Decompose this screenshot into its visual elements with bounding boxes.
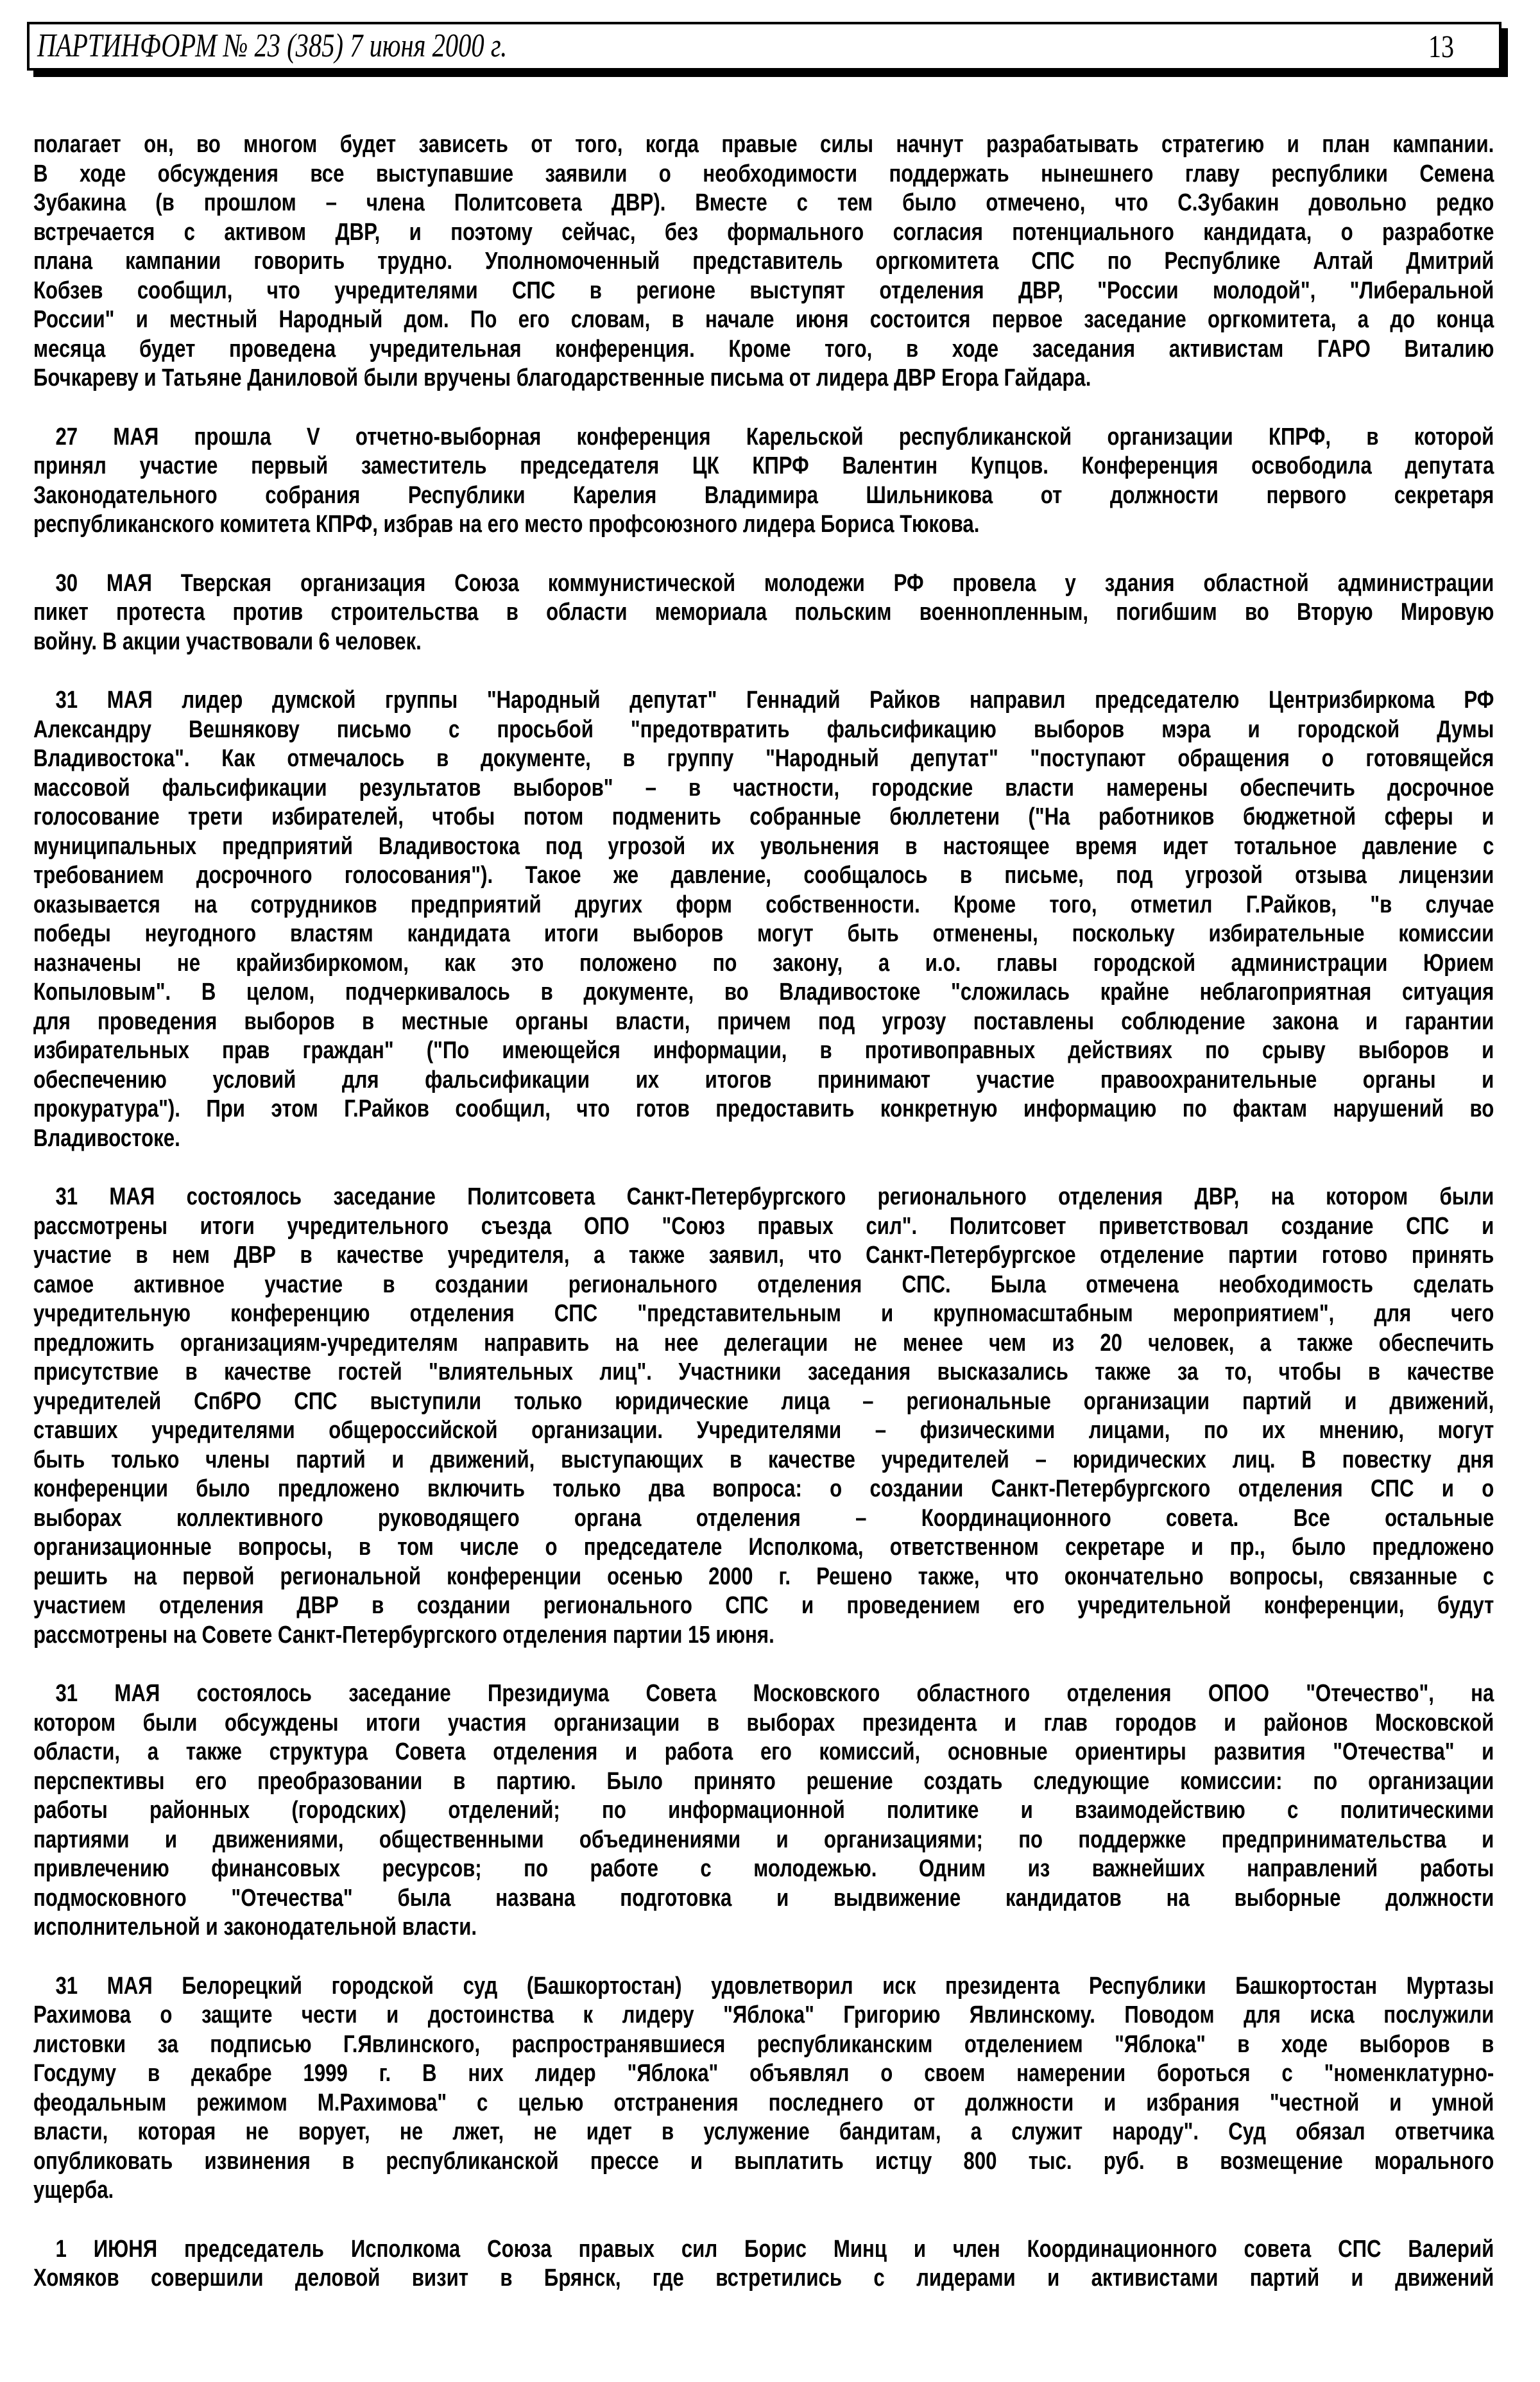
text-line: оказывается на сотрудников предприятий других форм собственности. Кроме того, отметил Г.Райков, "в случае — [33, 891, 1494, 918]
text-line-row — [33, 1826, 1494, 1855]
text-line-row — [33, 2235, 1494, 2265]
text-line-row — [33, 1621, 1494, 1650]
text-line: власти, которая не ворует, не лжет, не идет в услужение бандитам, а служит народу". Суд обязал ответчика — [33, 2118, 1494, 2145]
text-line: привлечению финансовых ресурсов; по работе с молодежью. Одним из важнейших направлений работы — [33, 1855, 1494, 1882]
text-line: Госдуму в декабре 1999 г. В них лидер "Яблока" объявлял о своем намерении бороться с "номенклатурно- — [33, 2060, 1494, 2087]
text-line: обеспечению условий для фальсификации их итогов принимают участие правоохранительные органы и — [33, 1066, 1494, 1093]
text-line-row — [33, 2118, 1494, 2147]
text-line: Бочкареву и Татьяне Даниловой были вручены благодарственные письма от лидера ДВР Егора Гайдара. — [33, 364, 1091, 391]
news-paragraph — [33, 130, 1494, 393]
text-line: 27 МАЯ прошла V отчетно-выборная конференция Карельской республиканской организации КПРФ, в которой — [55, 423, 1494, 450]
text-line-row — [33, 1329, 1494, 1358]
text-line-row — [33, 1738, 1494, 1767]
text-line: быть только члены партий и движений, выступающих в качестве учредителей – юридических лиц. В повестку дня — [33, 1446, 1494, 1473]
text-line: Александру Вешнякову письмо с просьбой "предотвратить фальсификацию выборов мэра и городской Думы — [33, 715, 1494, 743]
text-line: Зубакина (в прошлом – члена Политсовета ДВР). Вместе с тем было отмечено, что С.Зубакин довольно редко — [33, 189, 1494, 216]
text-line-row — [33, 2030, 1494, 2060]
text-line-row — [33, 1007, 1494, 1037]
text-line-row — [33, 1066, 1494, 1095]
text-line: партиями и движениями, общественными объединениями и организациями; по поддержке предпринимательства и — [33, 1826, 1494, 1853]
text-line: подмосковного "Отечества" была названа подготовка и выдвижение кандидатов на выборные должности — [33, 1884, 1494, 1912]
text-line: назначены не крайизбиркомом, как это положено по закону, а и.о. главы городской администрации Юрием — [33, 949, 1494, 977]
text-line-row — [33, 1124, 1494, 1154]
text-line-row — [33, 2176, 1494, 2206]
text-line: 31 МАЯ лидер думской группы "Народный депутат" Геннадий Райков направил председателю Центризбиркома РФ — [55, 687, 1494, 714]
text-line: конференции было предложено включить только два вопроса: о создании Санкт-Петербургского отделения СПС и о — [33, 1475, 1494, 1502]
text-line-row — [33, 218, 1494, 248]
text-line-row — [33, 481, 1494, 511]
text-line: плана кампании говорить трудно. Уполномоченный представитель оргкомитета СПС по Республике Алтай Дмитрий — [33, 248, 1494, 275]
news-paragraph — [33, 1679, 1494, 1942]
text-line: 31 МАЯ состоялось заседание Политсовета Санкт-Петербургского регионального отделения ДВР, на котором были — [55, 1183, 1494, 1210]
text-line-row — [33, 978, 1494, 1007]
text-line-row — [33, 247, 1494, 277]
text-line-row — [33, 686, 1494, 715]
text-line: Рахимова о защите чести и достоинства к лидеру "Яблока" Григорию Явлинскому. Поводом для иска послужили — [33, 2001, 1494, 2028]
text-line: выборах коллективного руководящего органа отделения – Координационного совета. Все остальные — [33, 1504, 1494, 1532]
text-line: участием отделения ДВР в создании регионального СПС и проведением его учредительной конференции, будут — [33, 1592, 1494, 1619]
text-line: котором были обсуждены итоги участия организации в выборах президента и глав городов и районов Московской — [33, 1709, 1494, 1736]
text-line: Владивостока". Как отмечалось в документе, в группу "Народный депутат" "поступают обращения о готовящейся — [33, 745, 1494, 772]
text-line-row — [33, 1855, 1494, 1884]
text-line: 1 ИЮНЯ председатель Исполкома Союза правых сил Борис Минц и член Координационного совета СПС Валерий — [55, 2235, 1494, 2263]
text-line: массовой фальсификации результатов выборов" – в частности, городские власти намерены обеспечить досрочное — [33, 774, 1494, 801]
text-line: В ходе обсуждения все выступавшие заявили о необходимости поддержать нынешнего главу республики Семена — [33, 160, 1494, 187]
text-line: республиканского комитета КПРФ, избрав на его место профсоюзного лидера Бориса Тюкова. — [33, 511, 980, 538]
text-line: муниципальных предприятий Владивостока под угрозой их увольнения в настоящее время идет тотальное давление с — [33, 832, 1494, 860]
text-line: избирательных прав граждан" ("По имеющейся информации, в противоправных действиях по срыву выборов и — [33, 1037, 1494, 1064]
text-line: принял участие первый заместитель председателя ЦК КПРФ Валентин Купцов. Конференция освободила депутата — [33, 452, 1494, 479]
text-line-row — [33, 832, 1494, 862]
text-line-row — [33, 569, 1494, 599]
text-line: рассмотрены на Совете Санкт-Петербургского отделения партии 15 июня. — [33, 1621, 774, 1649]
text-line: листовки за подписью Г.Явлинского, распространявшиеся республиканским отделением "Яблока" в ходе выборов в — [33, 2030, 1494, 2058]
text-line-row — [33, 1036, 1494, 1066]
text-line-row — [33, 1796, 1494, 1826]
text-line: самое активное участие в создании регионального отделения СПС. Была отмечена необходимость сделать — [33, 1271, 1494, 1298]
text-line-row — [33, 861, 1494, 891]
text-line-row — [33, 1475, 1494, 1504]
text-line-row — [33, 2147, 1494, 2177]
text-line-row — [33, 803, 1494, 832]
text-line: 31 МАЯ состоялось заседание Президиума Совета Московского областного отделения ОПОО "Отечество", на — [55, 1680, 1494, 1707]
text-line: учредительную конференцию отделения СПС "представительным и крупномасштабным мероприятием", для чего — [33, 1300, 1494, 1327]
text-line: пикет протеста против строительства в области мемориала польским военнопленным, погибшим во Вторую Мировую — [33, 599, 1494, 626]
text-line-row — [33, 1972, 1494, 2001]
text-line: победы неугодного властям кандидата итоги выборов могут быть отменены, поскольку избирательные комиссии — [33, 920, 1494, 947]
text-line-row — [33, 2059, 1494, 2089]
text-line-row — [33, 2264, 1494, 2293]
news-paragraph — [33, 1183, 1494, 1650]
text-line-row — [33, 1913, 1494, 1942]
text-line-row — [33, 920, 1494, 949]
text-line: решить на первой региональной конференции осенью 2000 г. Решено также, что окончательно вопросы, связанные с — [33, 1563, 1494, 1590]
news-paragraph — [33, 423, 1494, 540]
text-line-row — [33, 510, 1494, 540]
news-paragraph — [33, 686, 1494, 1153]
text-line-row — [33, 2089, 1494, 2118]
text-line: рассмотрены итоги учредительного съезда ОПО "Союз правых сил". Политсовет приветствовал создание СПС и — [33, 1212, 1494, 1240]
text-line: участие в нем ДВР в качестве учредителя, а также заявил, что Санкт-Петербургское отделение партии готово принять — [33, 1242, 1494, 1269]
text-line: феодальным режимом М.Рахимова" с целью отстранения последнего от должности и избрания "честной и умной — [33, 2089, 1494, 2116]
text-line: присутствие в качестве гостей "влиятельных лиц". Участники заседания высказались также за то, чтобы в качестве — [33, 1358, 1494, 1385]
text-line-row — [33, 949, 1494, 979]
text-line-row — [33, 1446, 1494, 1475]
text-line-row — [33, 130, 1494, 160]
text-line: войну. В акции участвовали 6 человек. — [33, 628, 422, 655]
text-line: Кобзев сообщил, что учредителями СПС в регионе выступят отделения ДВР, "России молодой", "Либеральной — [33, 277, 1494, 304]
text-line: встречается с активом ДВР, и поэтому сейчас, без формального согласия потенциального кандидата, о разработке — [33, 218, 1494, 246]
text-line-row — [33, 1563, 1494, 1592]
text-line: области, а также структура Совета отделения и работа его комиссий, основные ориентиры развития "Отечества" и — [33, 1738, 1494, 1765]
news-paragraph — [33, 2235, 1494, 2293]
text-line-row — [33, 305, 1494, 335]
text-line: требованием досрочного голосования"). Такое же давление, сообщалось в письме, под угрозой отзыва лицензии — [33, 862, 1494, 889]
text-line-row — [33, 1533, 1494, 1563]
text-line-row — [33, 2001, 1494, 2030]
article-body — [33, 130, 1494, 2323]
text-line-row — [33, 364, 1494, 393]
text-line: для проведения выборов в местные органы власти, причем под угрозу поставлены соблюдение закона и гарантии — [33, 1007, 1494, 1035]
text-line-row — [33, 1387, 1494, 1417]
text-line: исполнительной и законодательной власти. — [33, 1914, 477, 1941]
text-line: ставших учредителями общероссийской организации. Учредителями – физическими лицами, по их мнению, могут — [33, 1417, 1494, 1444]
text-line-row — [33, 277, 1494, 306]
text-line-row — [33, 1767, 1494, 1797]
page-number: 13 — [1428, 28, 1454, 64]
news-paragraph — [33, 1972, 1494, 2206]
text-line: ущерба. — [33, 2177, 114, 2204]
text-line-row — [33, 1271, 1494, 1300]
text-line-row — [33, 452, 1494, 481]
text-line-row — [33, 891, 1494, 920]
text-line: полагает он, во многом будет зависеть от того, когда правые силы начнут разрабатывать стратегию и план кампании. — [33, 131, 1494, 158]
news-paragraph — [33, 569, 1494, 657]
text-line: голосование трети избирателей, чтобы потом подменить собранные бюллетени ("На работников бюджетной сферы и — [33, 803, 1494, 830]
text-line-row — [33, 423, 1494, 452]
text-line: опубликовать извинения в республиканской прессе и выплатить истцу 800 тыс. руб. в возмещение морального — [33, 2147, 1494, 2175]
text-line: прокуратура"). При этом Г.Райков сообщил, что готов предоставить конкретную информацию по фактам нарушений во — [33, 1095, 1494, 1122]
publication-title: ПАРТИНФОРМ № 23 (385) 7 июня 2000 г. — [37, 28, 508, 64]
text-line: Владивостоке. — [33, 1124, 180, 1152]
text-line: предложить организациям-учредителям направить на нее делегации не менее чем из 20 человек, а также обеспечить — [33, 1329, 1494, 1357]
text-line-row — [33, 1095, 1494, 1124]
text-line-row — [33, 628, 1494, 657]
text-line-row — [33, 1709, 1494, 1738]
text-line: Хомяков совершили деловой визит в Брянск, где встретились с лидерами и активистами партий и движений — [33, 2265, 1494, 2292]
text-line-row — [33, 715, 1494, 745]
text-line: России" и местный Народный дом. По его словам, в начале июня состоится первое заседание оргкомитета, а до конца — [33, 306, 1494, 333]
text-line: 30 МАЯ Тверская организация Союза коммунистической молодежи РФ провела у здания областной администрации — [55, 569, 1494, 597]
text-line-row — [33, 335, 1494, 364]
text-line-row — [33, 1679, 1494, 1709]
text-line-row — [33, 1884, 1494, 1914]
text-line-row — [33, 598, 1494, 628]
text-line-row — [33, 1212, 1494, 1242]
text-line-row — [33, 744, 1494, 774]
text-line-row — [33, 1416, 1494, 1446]
text-line: организационные вопросы, в том числе о председателе Исполкома, ответственном секретаре и пр., было предложено — [33, 1534, 1494, 1561]
text-line: перспективы его преобразовании в партию. Было принято решение создать следующие комиссии: по организации — [33, 1767, 1494, 1795]
text-line-row — [33, 189, 1494, 218]
text-line-row — [33, 1183, 1494, 1212]
text-line: Копыловым". В целом, подчеркивалось в документе, во Владивостоке "сложилась крайне неблагоприятная ситуация — [33, 979, 1494, 1006]
page-header — [27, 22, 1502, 71]
text-line: 31 МАЯ Белорецкий городской суд (Башкортостан) удовлетворил иск президента Республики Башкортостан Муртазы — [55, 1972, 1494, 2000]
text-line-row — [33, 160, 1494, 189]
text-line: учредителей СпбРО СПС выступили только юридические лица – региональные организации партий и движений, — [33, 1387, 1494, 1415]
text-line: Законодательного собрания Республики Карелия Владимира Шильникова от должности первого секретаря — [33, 481, 1494, 509]
text-line: месяца будет проведена учредительная конференция. Кроме того, в ходе заседания активистам ГАРО Виталию — [33, 335, 1494, 363]
text-line-row — [33, 1591, 1494, 1621]
text-line-row — [33, 1358, 1494, 1387]
text-line: работы районных (городских) отделений; по информационной политике и взаимодействию с политическими — [33, 1797, 1494, 1824]
text-line-row — [33, 1504, 1494, 1534]
text-line-row — [33, 1299, 1494, 1329]
text-line-row — [33, 774, 1494, 803]
text-line-row — [33, 1241, 1494, 1271]
